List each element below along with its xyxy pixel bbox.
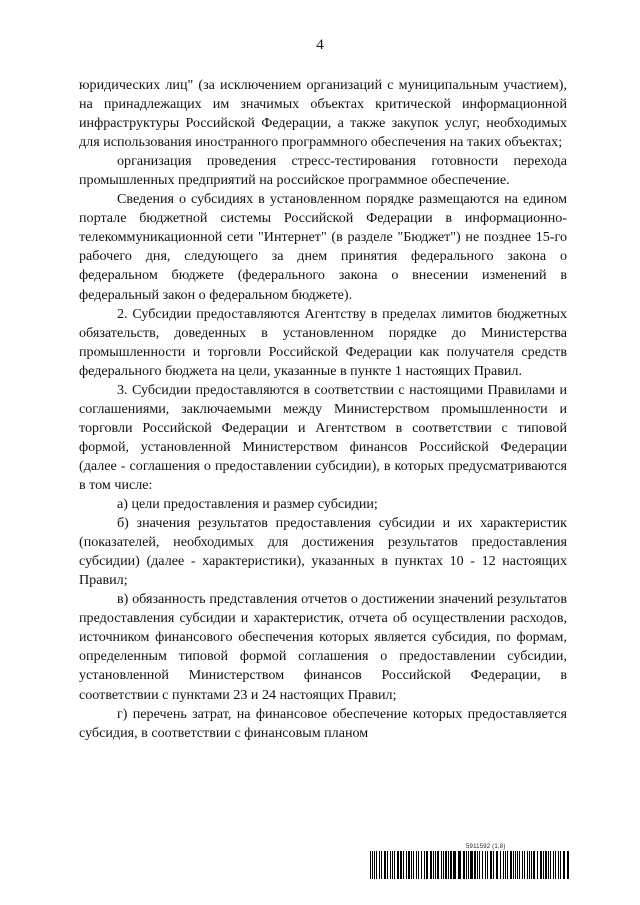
barcode-code: 5911592 (1.8): [466, 844, 506, 850]
document-barcode: [370, 844, 570, 879]
page-number: 4: [316, 37, 324, 53]
paragraph: в) обязанность представления отчетов о достижении значений результатов предоставления субсидии и характеристик, отчета об осуществлении расходов, источником финансового обеспечения которых является субсидия, по формам, определенным типовой формой соглашения о предоставлении субсидии, установленной Министерством финансов Российской Федерации, в соответствии с пунктами 23 и 24 настоящих Правил;: [79, 591, 567, 703]
paragraph: 2. Субсидии предоставляются Агентству в пределах лимитов бюджетных обязательств, доведенных в установленном порядке до Министерства промышленности и торговли Российской Федерации как получателя средств федерального бюджета на цели, указанные в пункте 1 настоящих Правил.: [79, 305, 567, 379]
paragraph: 3. Субсидии предоставляются в соответствии с настоящими Правилами и соглашениями, заключаемыми между Министерством промышленности и торговли Российской Федерации и Агентством в соответствии с типовой формой, установленной Министерством финансов Российской Федерации (далее - соглашения о предоставлении субсидии), в которых предусматриваются в том числе:: [79, 381, 567, 493]
paragraph: Сведения о субсидиях в установленном порядке размещаются на едином портале бюджетной системы Российской Федерации в информационно-телекоммуникационной сети "Интернет" (в разделе "Бюджет") не позднее 15-го рабочего дня, следующего за днем принятия федерального закона о федеральном бюджете (федерального закона о внесении изменений в федеральный закон о федеральном бюджете).: [79, 191, 567, 303]
paragraph: юридических лиц" (за исключением организаций с муниципальным участием), на принадлежащих им значимых объектах критической информационной инфраструктуры Российской Федерации, а также закупок услуг, необходимых для использования иностранного программного обеспечения на таких объектах;: [79, 77, 567, 151]
barcode-graphic: [370, 851, 570, 879]
paragraph: б) значения результатов предоставления субсидии и их характеристик (показателей, необходимых для достижения результатов предоставления субсидии) (далее - характеристики), указанных в пунктах 10 - 12 настоящих Правил;: [79, 515, 567, 589]
document-body: [79, 76, 567, 743]
paragraph: г) перечень затрат, на финансовое обеспечение которых предоставляется субсидия, в соответствии с финансовым планом: [79, 705, 567, 741]
paragraph: организация проведения стресс-тестирования готовности перехода промышленных предприятий на российское программное обеспечение.: [79, 153, 567, 189]
paragraph: а) цели предоставления и размер субсидии;: [117, 496, 378, 513]
